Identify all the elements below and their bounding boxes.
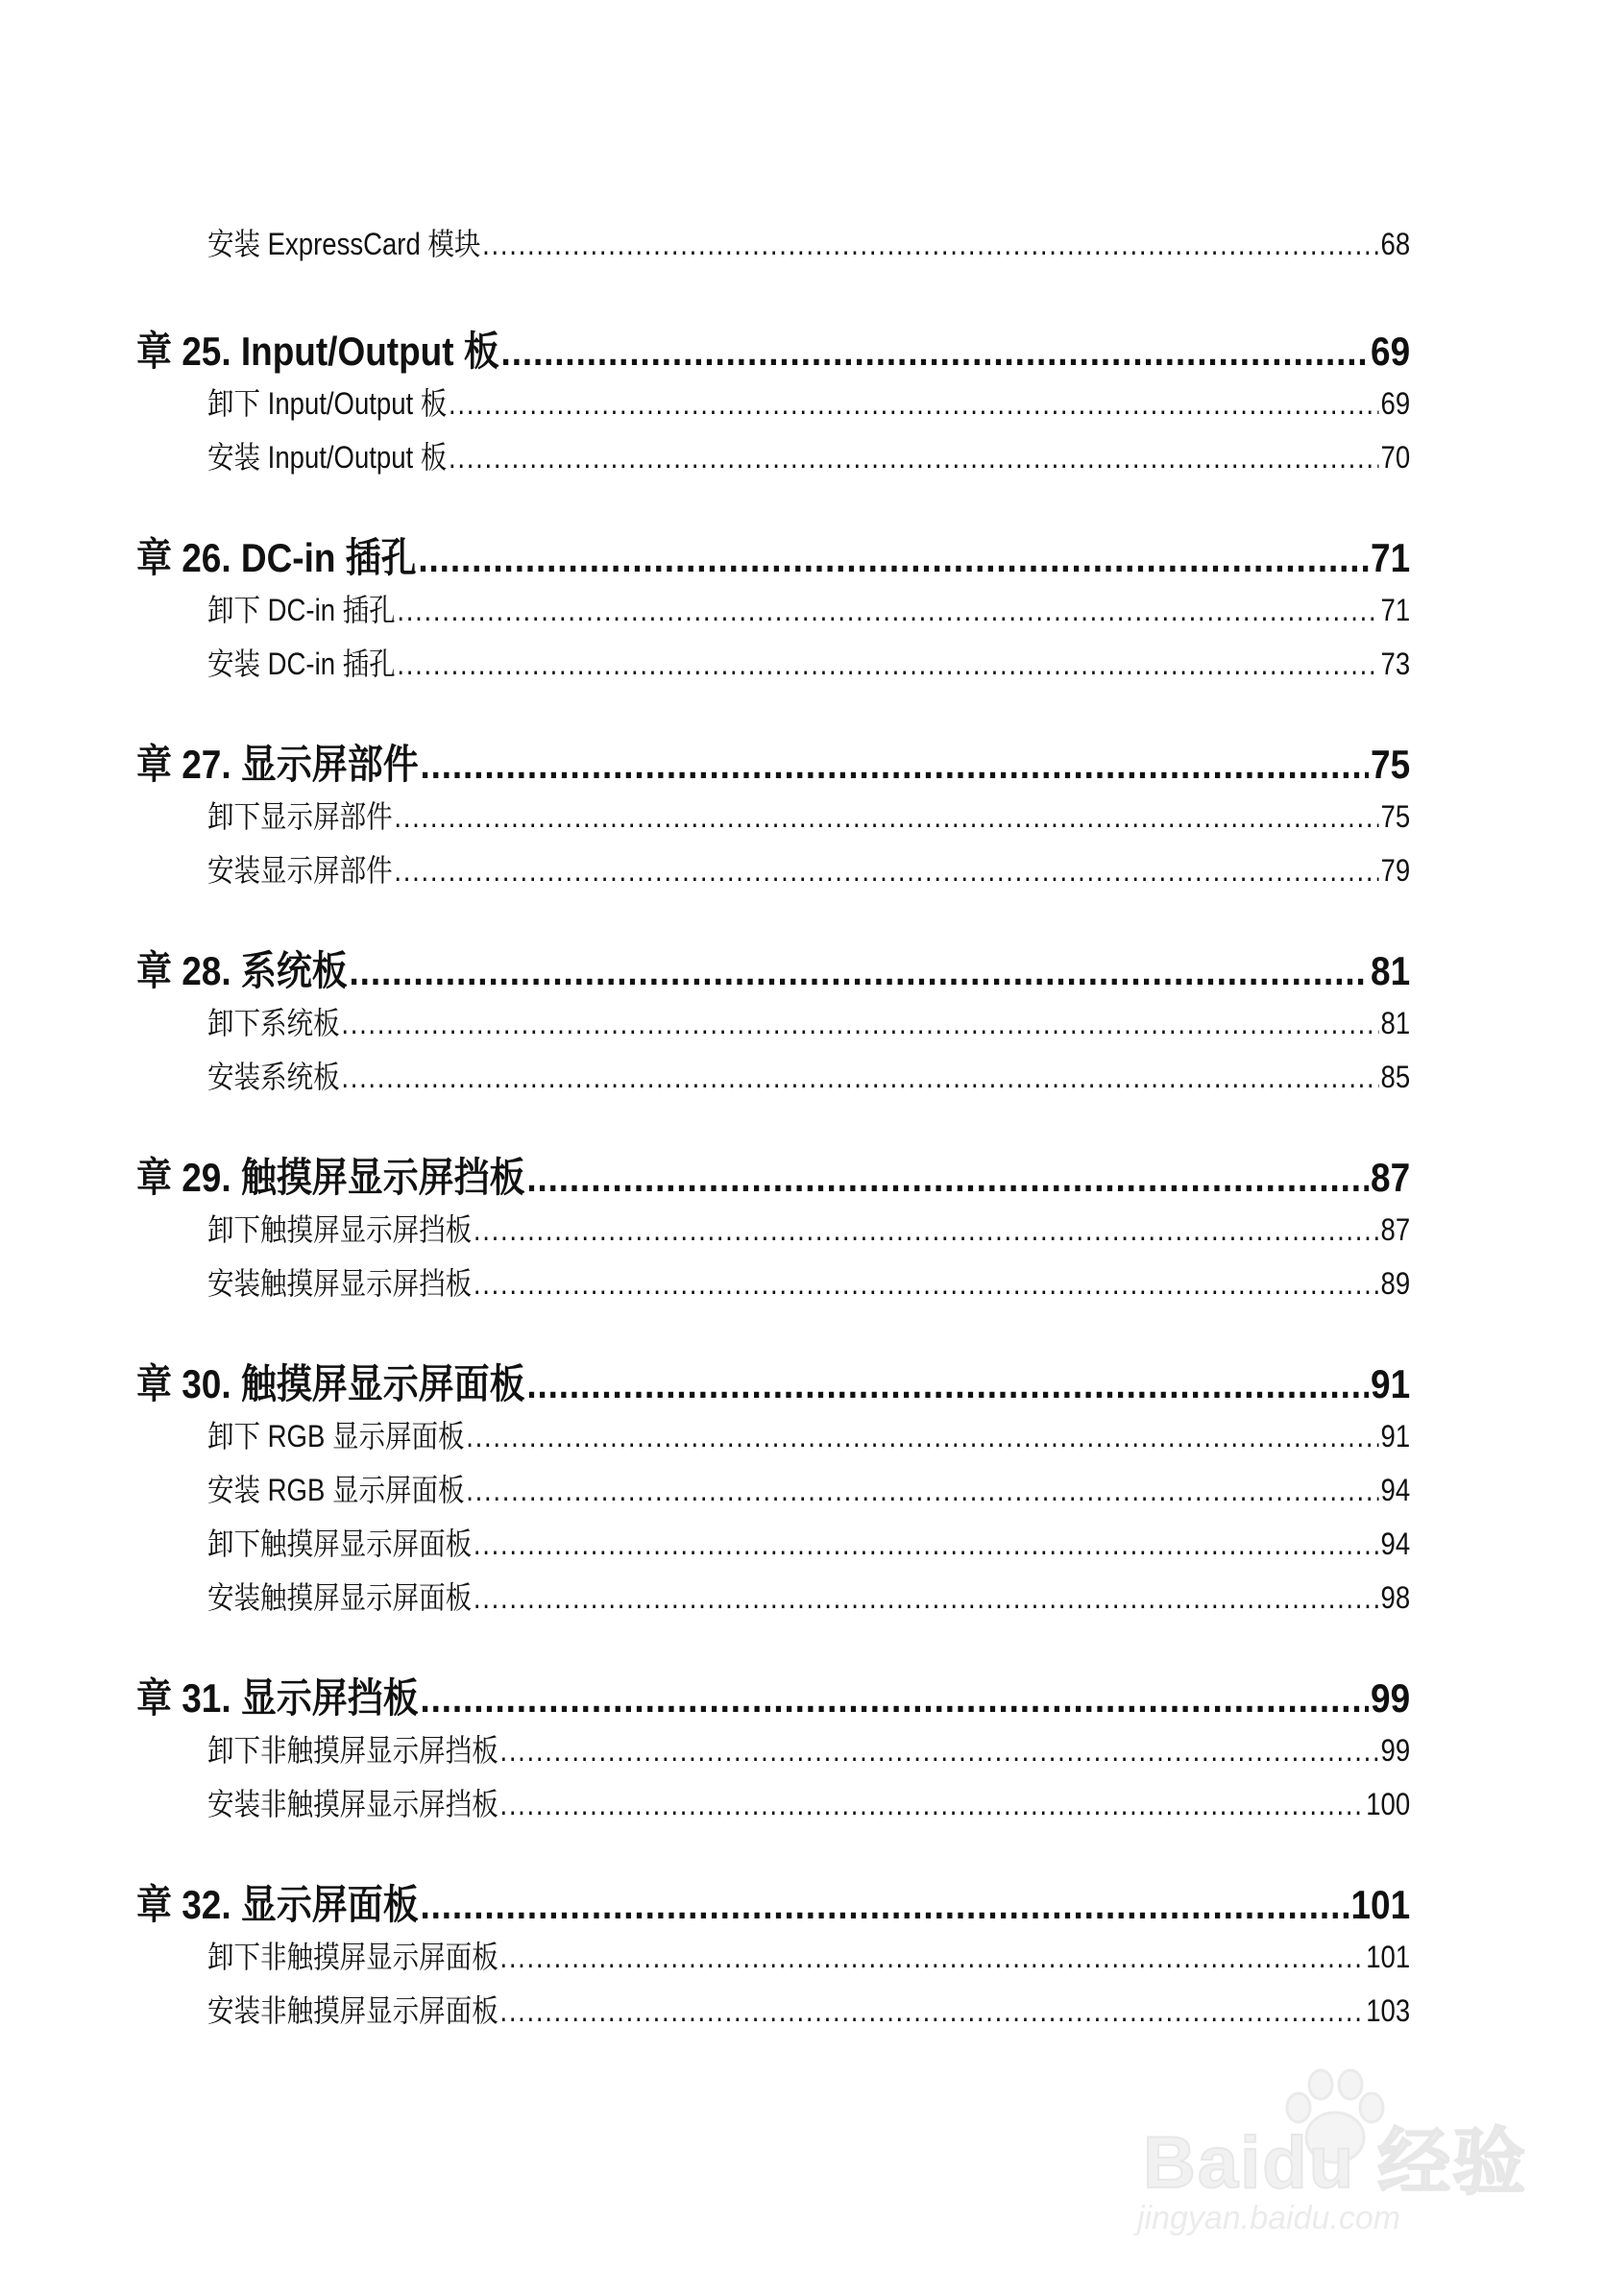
- toc-entry[interactable]: [207, 793, 1410, 837]
- toc-chapter[interactable]: [136, 1146, 1410, 1204]
- dot-leader: [499, 1940, 1364, 1975]
- toc-chapter-title: 章 25. Input/Output 板: [136, 329, 499, 374]
- toc-page-number: 85: [1380, 1060, 1411, 1094]
- toc-chapter[interactable]: [136, 1353, 1410, 1410]
- toc-entry-title: 安装 ExpressCard 模块: [207, 227, 481, 261]
- toc-chapter[interactable]: [136, 1873, 1410, 1931]
- toc-chapter-title: 章 32. 显示屏面板: [136, 1882, 419, 1927]
- dot-leader: [397, 647, 1378, 682]
- toc-entry[interactable]: [207, 586, 1410, 630]
- toc-entry-title: 卸下系统板: [207, 1006, 340, 1040]
- dot-leader: [449, 386, 1379, 422]
- toc-entry[interactable]: [207, 433, 1410, 477]
- toc-entry[interactable]: [207, 1466, 1410, 1510]
- dot-leader: [394, 853, 1378, 889]
- dot-leader: [394, 799, 1378, 835]
- toc-entry[interactable]: [207, 1987, 1410, 2031]
- toc-page-number: 81: [1380, 1006, 1411, 1040]
- dot-leader: [350, 948, 1370, 994]
- dot-leader: [418, 535, 1369, 581]
- toc-page-number: 101: [1350, 1882, 1411, 1927]
- dot-leader: [501, 329, 1370, 375]
- dot-leader: [397, 593, 1378, 628]
- dot-leader: [499, 1993, 1364, 2029]
- toc-page-number: 99: [1371, 1675, 1411, 1721]
- toc-page-number: 91: [1380, 1419, 1411, 1453]
- toc-entry[interactable]: [207, 846, 1410, 891]
- toc-entry-title: 安装非触摸屏显示屏挡板: [207, 1787, 498, 1821]
- dot-leader: [420, 1675, 1369, 1722]
- toc-page-number: 87: [1380, 1212, 1411, 1247]
- toc-entry-title: 安装 Input/Output 板: [207, 440, 448, 475]
- toc-entry-title: 卸下显示屏部件: [207, 799, 393, 834]
- toc-chapter-title: 章 28. 系统板: [136, 948, 348, 993]
- toc-page-number: 69: [1371, 329, 1411, 374]
- baidu-jingyan-watermark: [1133, 2065, 1537, 2277]
- toc-page-number: 98: [1380, 1580, 1411, 1615]
- toc-page-number: 70: [1380, 440, 1411, 475]
- toc-page-number: 81: [1371, 948, 1411, 993]
- toc-page-number: 100: [1366, 1787, 1411, 1821]
- toc-entry-title: 卸下 Input/Output 板: [207, 386, 448, 421]
- toc-entry[interactable]: [207, 379, 1410, 424]
- toc-page-number: 94: [1380, 1527, 1411, 1561]
- dot-leader: [466, 1473, 1379, 1508]
- dot-leader: [449, 440, 1379, 476]
- dot-leader: [341, 1006, 1378, 1041]
- toc-page-number: 91: [1371, 1361, 1411, 1406]
- toc-entry[interactable]: [207, 220, 1410, 264]
- toc-entry[interactable]: [207, 1933, 1410, 1977]
- toc-page-number: 94: [1380, 1473, 1411, 1507]
- dot-leader: [420, 742, 1369, 788]
- toc-entry-title: 卸下 DC-in 插孔: [207, 593, 396, 627]
- watermark-url: jingyan.baidu.com: [1137, 2200, 1401, 2236]
- dot-leader: [499, 1787, 1364, 1822]
- toc-chapter[interactable]: [136, 940, 1410, 997]
- toc-entry[interactable]: [207, 1259, 1410, 1304]
- toc-entry[interactable]: [207, 1412, 1410, 1456]
- toc-entry[interactable]: [207, 1574, 1410, 1618]
- toc-page-number: 75: [1380, 799, 1411, 834]
- toc-page-number: 68: [1380, 227, 1411, 261]
- toc-chapter-title: 章 26. DC-in 插孔: [136, 535, 417, 580]
- toc-entry[interactable]: [207, 640, 1410, 684]
- toc-entry-title: 安装触摸屏显示屏挡板: [207, 1266, 473, 1301]
- toc-chapter-title: 章 29. 触摸屏显示屏挡板: [136, 1155, 525, 1200]
- toc-chapter[interactable]: [136, 1667, 1410, 1724]
- toc-entry[interactable]: [207, 1206, 1410, 1250]
- toc-entry[interactable]: [207, 1780, 1410, 1824]
- toc-page-number: 101: [1366, 1940, 1411, 1974]
- toc-entry[interactable]: [207, 1726, 1410, 1771]
- toc-page-number: 99: [1380, 1733, 1411, 1768]
- toc-page-number: 71: [1380, 593, 1411, 627]
- watermark-brand: Baidu 经验: [1143, 2122, 1528, 2204]
- toc-chapter-title: 章 27. 显示屏部件: [136, 742, 419, 787]
- dot-leader: [474, 1212, 1379, 1248]
- dot-leader: [526, 1155, 1369, 1201]
- toc-entry-title: 安装触摸屏显示屏面板: [207, 1580, 473, 1615]
- toc-page-number: 73: [1380, 647, 1411, 681]
- dot-leader: [474, 1527, 1379, 1562]
- dot-leader: [466, 1419, 1379, 1454]
- toc-page-number: 89: [1380, 1266, 1411, 1301]
- toc-page-number: 103: [1366, 1993, 1411, 2028]
- toc-page-number: 87: [1371, 1155, 1411, 1200]
- dot-leader: [420, 1882, 1349, 1928]
- toc-entry-title: 卸下非触摸屏显示屏面板: [207, 1940, 498, 1974]
- toc-entry-title: 安装显示屏部件: [207, 853, 393, 888]
- dot-leader: [482, 227, 1379, 262]
- toc-entry-title: 卸下非触摸屏显示屏挡板: [207, 1733, 498, 1768]
- toc-page-number: 79: [1380, 853, 1411, 888]
- toc-chapter[interactable]: [136, 320, 1410, 378]
- dot-leader: [526, 1361, 1369, 1407]
- toc-chapter-title: 章 30. 触摸屏显示屏面板: [136, 1361, 525, 1406]
- toc-entry[interactable]: [207, 1053, 1410, 1097]
- toc-entry-title: 安装系统板: [207, 1060, 340, 1094]
- dot-leader: [474, 1580, 1379, 1616]
- toc-entry[interactable]: [207, 999, 1410, 1043]
- dot-leader: [499, 1733, 1378, 1769]
- toc-chapter[interactable]: [136, 733, 1410, 791]
- toc-entry-title: 卸下 RGB 显示屏面板: [207, 1419, 465, 1453]
- toc-page-number: 69: [1380, 386, 1411, 421]
- toc-entry-title: 卸下触摸屏显示屏面板: [207, 1527, 473, 1561]
- toc-page-number: 75: [1371, 742, 1411, 787]
- toc-entry-title: 卸下触摸屏显示屏挡板: [207, 1212, 473, 1247]
- toc-chapter-title: 章 31. 显示屏挡板: [136, 1675, 419, 1721]
- toc-entry-title: 安装 DC-in 插孔: [207, 647, 396, 681]
- toc-entry-title: 安装 RGB 显示屏面板: [207, 1473, 465, 1507]
- toc-entry-title: 安装非触摸屏显示屏面板: [207, 1993, 498, 2028]
- toc-chapter[interactable]: [136, 526, 1410, 584]
- toc-entry[interactable]: [207, 1520, 1410, 1564]
- dot-leader: [341, 1060, 1378, 1095]
- dot-leader: [474, 1266, 1379, 1302]
- toc-page-number: 71: [1371, 535, 1411, 580]
